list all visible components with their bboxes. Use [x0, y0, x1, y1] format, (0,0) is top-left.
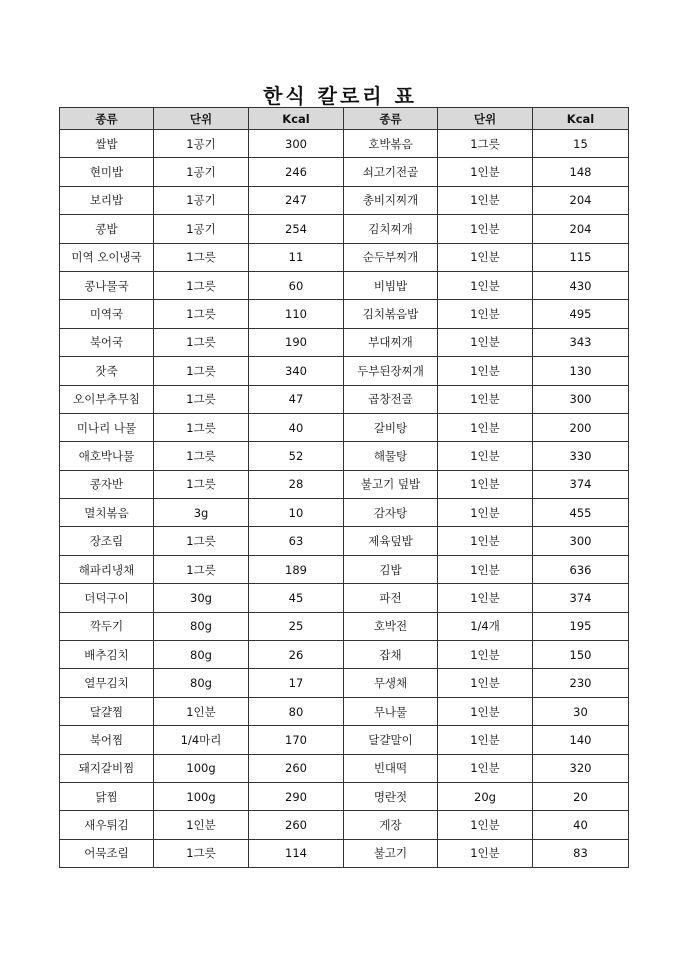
cell-kcal: 300 [249, 130, 344, 158]
cell-unit: 1인분 [438, 158, 533, 186]
cell-food: 멸치볶음 [60, 499, 154, 527]
cell-unit: 1인분 [438, 839, 533, 867]
cell-unit: 1인분 [438, 584, 533, 612]
cell-food: 현미밥 [60, 158, 154, 186]
cell-unit: 1그릇 [154, 243, 249, 271]
cell-unit: 80g [154, 641, 249, 669]
cell-unit: 1그릇 [438, 130, 533, 158]
cell-kcal: 11 [249, 243, 344, 271]
cell-unit: 1공기 [154, 215, 249, 243]
cell-unit: 1그릇 [154, 442, 249, 470]
cell-unit: 1인분 [154, 697, 249, 725]
cell-unit: 20g [438, 782, 533, 810]
cell-kcal: 247 [249, 186, 344, 214]
cell-kcal: 28 [249, 470, 344, 498]
table-row [60, 300, 629, 328]
cell-unit: 80g [154, 612, 249, 640]
table-row [60, 555, 629, 583]
table-row [60, 470, 629, 498]
cell-food: 달걀찜 [60, 697, 154, 725]
table-row [60, 726, 629, 754]
cell-food: 김밥 [344, 555, 438, 583]
cell-food: 장조림 [60, 527, 154, 555]
cell-kcal: 63 [249, 527, 344, 555]
cell-kcal: 130 [533, 357, 629, 385]
cell-kcal: 254 [249, 215, 344, 243]
table-row [60, 271, 629, 299]
column-header-kcal: Kcal [249, 108, 344, 130]
cell-unit: 1인분 [438, 385, 533, 413]
column-header-food: 종류 [60, 108, 154, 130]
cell-food: 미역국 [60, 300, 154, 328]
cell-food: 해파리냉채 [60, 555, 154, 583]
calorie-table [59, 107, 629, 868]
cell-unit: 1인분 [438, 811, 533, 839]
table-row [60, 527, 629, 555]
cell-unit: 1그릇 [154, 470, 249, 498]
cell-unit: 1/4개 [438, 612, 533, 640]
cell-food: 명란젓 [344, 782, 438, 810]
cell-food: 파전 [344, 584, 438, 612]
cell-kcal: 140 [533, 726, 629, 754]
table-row [60, 328, 629, 356]
table-row [60, 385, 629, 413]
cell-unit: 1그릇 [154, 555, 249, 583]
cell-food: 애호박나물 [60, 442, 154, 470]
cell-food: 미역 오이냉국 [60, 243, 154, 271]
cell-food: 보리밥 [60, 186, 154, 214]
cell-kcal: 114 [249, 839, 344, 867]
cell-kcal: 80 [249, 697, 344, 725]
cell-unit: 1인분 [438, 555, 533, 583]
cell-unit: 3g [154, 499, 249, 527]
cell-unit: 1인분 [438, 271, 533, 299]
cell-food: 열무김치 [60, 669, 154, 697]
cell-kcal: 26 [249, 641, 344, 669]
table-row [60, 669, 629, 697]
cell-unit: 1그릇 [154, 300, 249, 328]
cell-food: 배추김치 [60, 641, 154, 669]
cell-unit: 1공기 [154, 130, 249, 158]
table-row [60, 215, 629, 243]
cell-unit: 1그릇 [154, 271, 249, 299]
cell-unit: 1인분 [438, 754, 533, 782]
cell-unit: 30g [154, 584, 249, 612]
cell-unit: 1인분 [438, 413, 533, 441]
cell-food: 호박볶음 [344, 130, 438, 158]
cell-unit: 1인분 [438, 328, 533, 356]
cell-food: 불고기 [344, 839, 438, 867]
table-row [60, 158, 629, 186]
cell-kcal: 343 [533, 328, 629, 356]
cell-food: 새우튀김 [60, 811, 154, 839]
cell-kcal: 115 [533, 243, 629, 271]
cell-food: 총비지찌개 [344, 186, 438, 214]
cell-kcal: 30 [533, 697, 629, 725]
cell-food: 무나물 [344, 697, 438, 725]
table-row [60, 612, 629, 640]
cell-kcal: 260 [249, 811, 344, 839]
cell-kcal: 374 [533, 470, 629, 498]
cell-unit: 1인분 [438, 669, 533, 697]
cell-kcal: 320 [533, 754, 629, 782]
cell-food: 북어국 [60, 328, 154, 356]
cell-kcal: 47 [249, 385, 344, 413]
cell-kcal: 300 [533, 527, 629, 555]
cell-unit: 1인분 [438, 697, 533, 725]
cell-food: 잡채 [344, 641, 438, 669]
cell-food: 잣죽 [60, 357, 154, 385]
cell-kcal: 17 [249, 669, 344, 697]
cell-unit: 1인분 [438, 641, 533, 669]
cell-unit: 1인분 [438, 470, 533, 498]
cell-unit: 1인분 [438, 357, 533, 385]
cell-food: 달걀말이 [344, 726, 438, 754]
cell-food: 순두부찌개 [344, 243, 438, 271]
table-row [60, 811, 629, 839]
cell-food: 불고기 덮밥 [344, 470, 438, 498]
cell-unit: 1그릇 [154, 328, 249, 356]
cell-unit: 1그릇 [154, 413, 249, 441]
cell-kcal: 246 [249, 158, 344, 186]
cell-food: 제육덮밥 [344, 527, 438, 555]
cell-unit: 1그릇 [154, 527, 249, 555]
cell-food: 김치찌개 [344, 215, 438, 243]
cell-unit: 1그릇 [154, 385, 249, 413]
column-header-unit: 단위 [154, 108, 249, 130]
cell-kcal: 25 [249, 612, 344, 640]
table-header-row [60, 108, 629, 130]
cell-kcal: 148 [533, 158, 629, 186]
table-row [60, 839, 629, 867]
cell-unit: 1인분 [438, 300, 533, 328]
cell-food: 곱창전골 [344, 385, 438, 413]
cell-food: 콩자반 [60, 470, 154, 498]
cell-kcal: 636 [533, 555, 629, 583]
cell-kcal: 45 [249, 584, 344, 612]
cell-kcal: 374 [533, 584, 629, 612]
cell-unit: 1그릇 [154, 839, 249, 867]
cell-food: 북어찜 [60, 726, 154, 754]
table-row [60, 186, 629, 214]
cell-unit: 100g [154, 782, 249, 810]
table-row [60, 413, 629, 441]
column-header-food: 종류 [344, 108, 438, 130]
table-row [60, 782, 629, 810]
cell-unit: 80g [154, 669, 249, 697]
cell-food: 깍두기 [60, 612, 154, 640]
cell-kcal: 190 [249, 328, 344, 356]
cell-food: 김치볶음밥 [344, 300, 438, 328]
table-row [60, 357, 629, 385]
cell-food: 비빔밥 [344, 271, 438, 299]
cell-unit: 1인분 [438, 243, 533, 271]
cell-kcal: 230 [533, 669, 629, 697]
cell-unit: 1인분 [438, 442, 533, 470]
cell-food: 게장 [344, 811, 438, 839]
cell-kcal: 170 [249, 726, 344, 754]
cell-kcal: 10 [249, 499, 344, 527]
cell-kcal: 20 [533, 782, 629, 810]
cell-kcal: 455 [533, 499, 629, 527]
table-row [60, 754, 629, 782]
cell-food: 쌀밥 [60, 130, 154, 158]
cell-kcal: 200 [533, 413, 629, 441]
cell-kcal: 40 [533, 811, 629, 839]
table-row [60, 697, 629, 725]
cell-food: 감자탕 [344, 499, 438, 527]
table-row [60, 499, 629, 527]
column-header-unit: 단위 [438, 108, 533, 130]
cell-food: 오이부추무침 [60, 385, 154, 413]
cell-kcal: 290 [249, 782, 344, 810]
cell-food: 해물탕 [344, 442, 438, 470]
cell-unit: 1인분 [154, 811, 249, 839]
cell-food: 미나리 나물 [60, 413, 154, 441]
cell-unit: 1공기 [154, 158, 249, 186]
cell-food: 돼지갈비찜 [60, 754, 154, 782]
cell-food: 두부된장찌개 [344, 357, 438, 385]
table-row [60, 584, 629, 612]
cell-unit: 1인분 [438, 726, 533, 754]
table-row [60, 130, 629, 158]
cell-kcal: 150 [533, 641, 629, 669]
cell-kcal: 430 [533, 271, 629, 299]
cell-food: 빈대떡 [344, 754, 438, 782]
cell-kcal: 300 [533, 385, 629, 413]
cell-food: 콩나물국 [60, 271, 154, 299]
cell-kcal: 83 [533, 839, 629, 867]
cell-food: 쇠고기전골 [344, 158, 438, 186]
cell-kcal: 52 [249, 442, 344, 470]
cell-food: 호박전 [344, 612, 438, 640]
cell-kcal: 60 [249, 271, 344, 299]
cell-food: 갈비탕 [344, 413, 438, 441]
cell-kcal: 204 [533, 215, 629, 243]
cell-kcal: 495 [533, 300, 629, 328]
table-row [60, 243, 629, 271]
cell-unit: 100g [154, 754, 249, 782]
table-body [60, 130, 629, 868]
cell-food: 부대찌개 [344, 328, 438, 356]
cell-kcal: 15 [533, 130, 629, 158]
table-row [60, 641, 629, 669]
cell-unit: 1인분 [438, 499, 533, 527]
cell-unit: 1/4마리 [154, 726, 249, 754]
cell-unit: 1공기 [154, 186, 249, 214]
page-title: 한식 칼로리 표 [263, 84, 417, 108]
cell-unit: 1그릇 [154, 357, 249, 385]
cell-kcal: 260 [249, 754, 344, 782]
cell-kcal: 330 [533, 442, 629, 470]
cell-kcal: 40 [249, 413, 344, 441]
cell-food: 닭찜 [60, 782, 154, 810]
cell-food: 콩밥 [60, 215, 154, 243]
cell-kcal: 110 [249, 300, 344, 328]
cell-food: 더덕구이 [60, 584, 154, 612]
cell-unit: 1인분 [438, 527, 533, 555]
cell-unit: 1인분 [438, 215, 533, 243]
cell-kcal: 189 [249, 555, 344, 583]
cell-food: 무생채 [344, 669, 438, 697]
cell-unit: 1인분 [438, 186, 533, 214]
cell-food: 어묵조림 [60, 839, 154, 867]
cell-kcal: 195 [533, 612, 629, 640]
cell-kcal: 340 [249, 357, 344, 385]
cell-kcal: 204 [533, 186, 629, 214]
table-row [60, 442, 629, 470]
column-header-kcal: Kcal [533, 108, 629, 130]
